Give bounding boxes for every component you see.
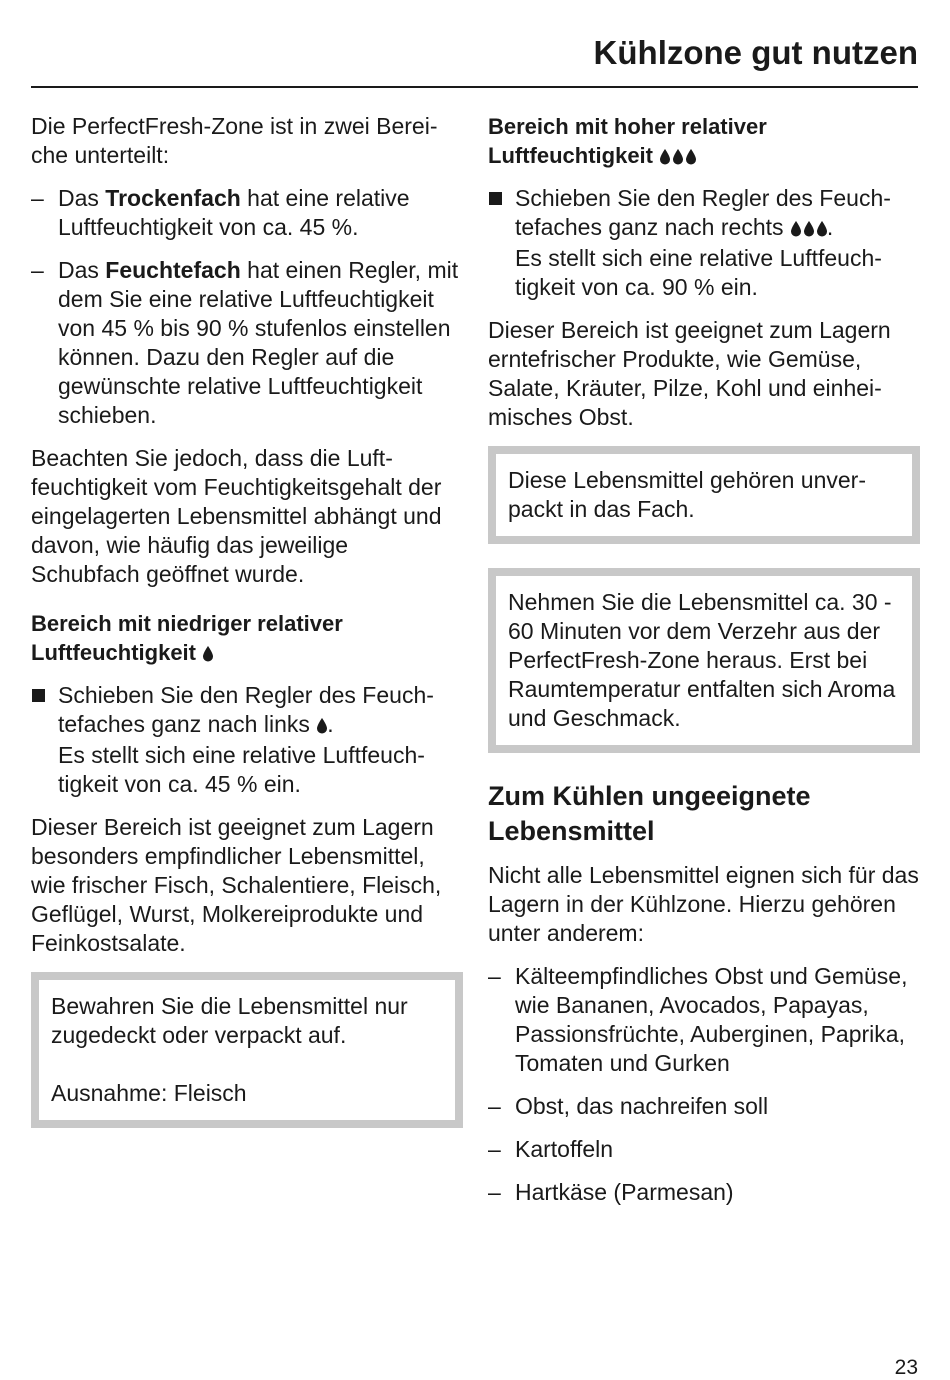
note-paragraph: Beachten Sie jedoch, dass die Luftfeuchtigkeit vom Feuchtigkeitsgehalt der eingelagerten Lebensmittel abhängt und davon, wie häufig das jeweilige Schubfach geöffnet wurde. — [31, 445, 442, 587]
info-box: Bewahren Sie die Lebensmittel nur zugedeckt oder verpackt auf. Ausnahme: Fleisch — [31, 972, 463, 1128]
low-humidity-heading: Bereich mit niedriger relativer Luftfeuchtigkeit — [31, 609, 463, 669]
dash-marker: – — [488, 1136, 501, 1162]
high-humidity-steps — [488, 184, 920, 302]
info-box: Nehmen Sie die Lebensmittel ca. 30 - 60 Minuten vor dem Verzehr aus der PerfectFresh-Zone heraus. Erst bei Raumtemperatur entfalten sich Aroma und Geschmack. — [488, 568, 920, 753]
page-title: Kühlzone gut nutzen — [593, 34, 918, 71]
info-box: Diese Lebensmittel gehören unverpackt in das Fach. — [488, 446, 920, 544]
intro-paragraph: Die PerfectFresh-Zone ist in zwei Bereiche unterteilt: — [31, 113, 438, 168]
three-drops-icon — [660, 143, 696, 172]
right-column — [488, 112, 920, 1221]
list-item: – Hartkäse (Parmesan) — [488, 1179, 734, 1205]
dash-marker: – — [31, 185, 44, 211]
dry-compartment-term: Trockenfach — [105, 185, 241, 211]
unsuitable-intro: Nicht alle Lebensmittel eignen sich für das Lagern in der Kühlzone. Hierzu gehören unter anderem: — [488, 862, 919, 946]
page-number: 23 — [894, 1356, 918, 1379]
dash-marker: – — [31, 257, 44, 283]
dash-marker: – — [488, 1179, 501, 1205]
left-column — [31, 112, 463, 1152]
drop-icon — [317, 712, 327, 741]
unsuitable-foods-list — [488, 962, 920, 1207]
list-item: – Kartoffeln — [488, 1136, 614, 1162]
high-humidity-description: Dieser Bereich ist geeignet zum Lagern erntefrischer Produkte, wie Gemüse, Salate, Kräuter, Pilze, Kohl und einheimisches Obst. — [488, 317, 891, 430]
square-bullet — [32, 689, 45, 702]
square-bullet — [489, 192, 502, 205]
low-humidity-steps — [31, 681, 463, 799]
unsuitable-foods-heading: Zum Kühlen ungeeignete Lebensmittel — [488, 781, 811, 846]
list-item: – Das Feuchtefach hat einen Regler, mit dem Sie eine relative Luftfeuchtigkeit von 45 % bis 90 % stufenlos einstellen können. Dazu den Regler auf die gewünschte relative Luftfeuchtigkeit schieben. — [31, 257, 459, 428]
three-drops-icon — [791, 215, 827, 244]
humid-compartment-term: Feuchtefach — [105, 257, 241, 283]
compartment-list — [31, 184, 463, 430]
high-humidity-heading: Bereich mit hoher relativer Luftfeuchtigkeit — [488, 112, 920, 172]
list-item: – Das Trockenfach hat eine relative Luftfeuchtigkeit von ca. 45 %. — [31, 185, 410, 240]
dash-marker: – — [488, 1093, 501, 1119]
list-item: – Obst, das nachreifen soll — [488, 1093, 769, 1119]
dash-marker: – — [488, 963, 501, 989]
list-item: Schieben Sie den Regler des Feuchtefaches ganz nach links . Es stellt sich eine relative Luftfeuchtigkeit von ca. 45 % ein. — [31, 681, 463, 799]
low-humidity-description: Dieser Bereich ist geeignet zum Lagern besonders empfindlicher Lebensmittel, wie frischer Fisch, Schalentiere, Fleisch, Geflügel, Wurst, Molkereiprodukte und Feinkostsalate. — [31, 814, 442, 956]
header-rule — [31, 86, 918, 88]
list-item: – Kälteempfindliches Obst und Gemüse, wie Bananen, Avocados, Papayas, Passionsfrüchte, Auberginen, Paprika, Tomaten und Gurken — [488, 963, 908, 1076]
list-item: Schieben Sie den Regler des Feuchtefaches ganz nach rechts . Es stellt sich eine relative Luftfeuchtigkeit von ca. 90 % ein. — [488, 184, 920, 302]
drop-icon — [203, 640, 213, 669]
